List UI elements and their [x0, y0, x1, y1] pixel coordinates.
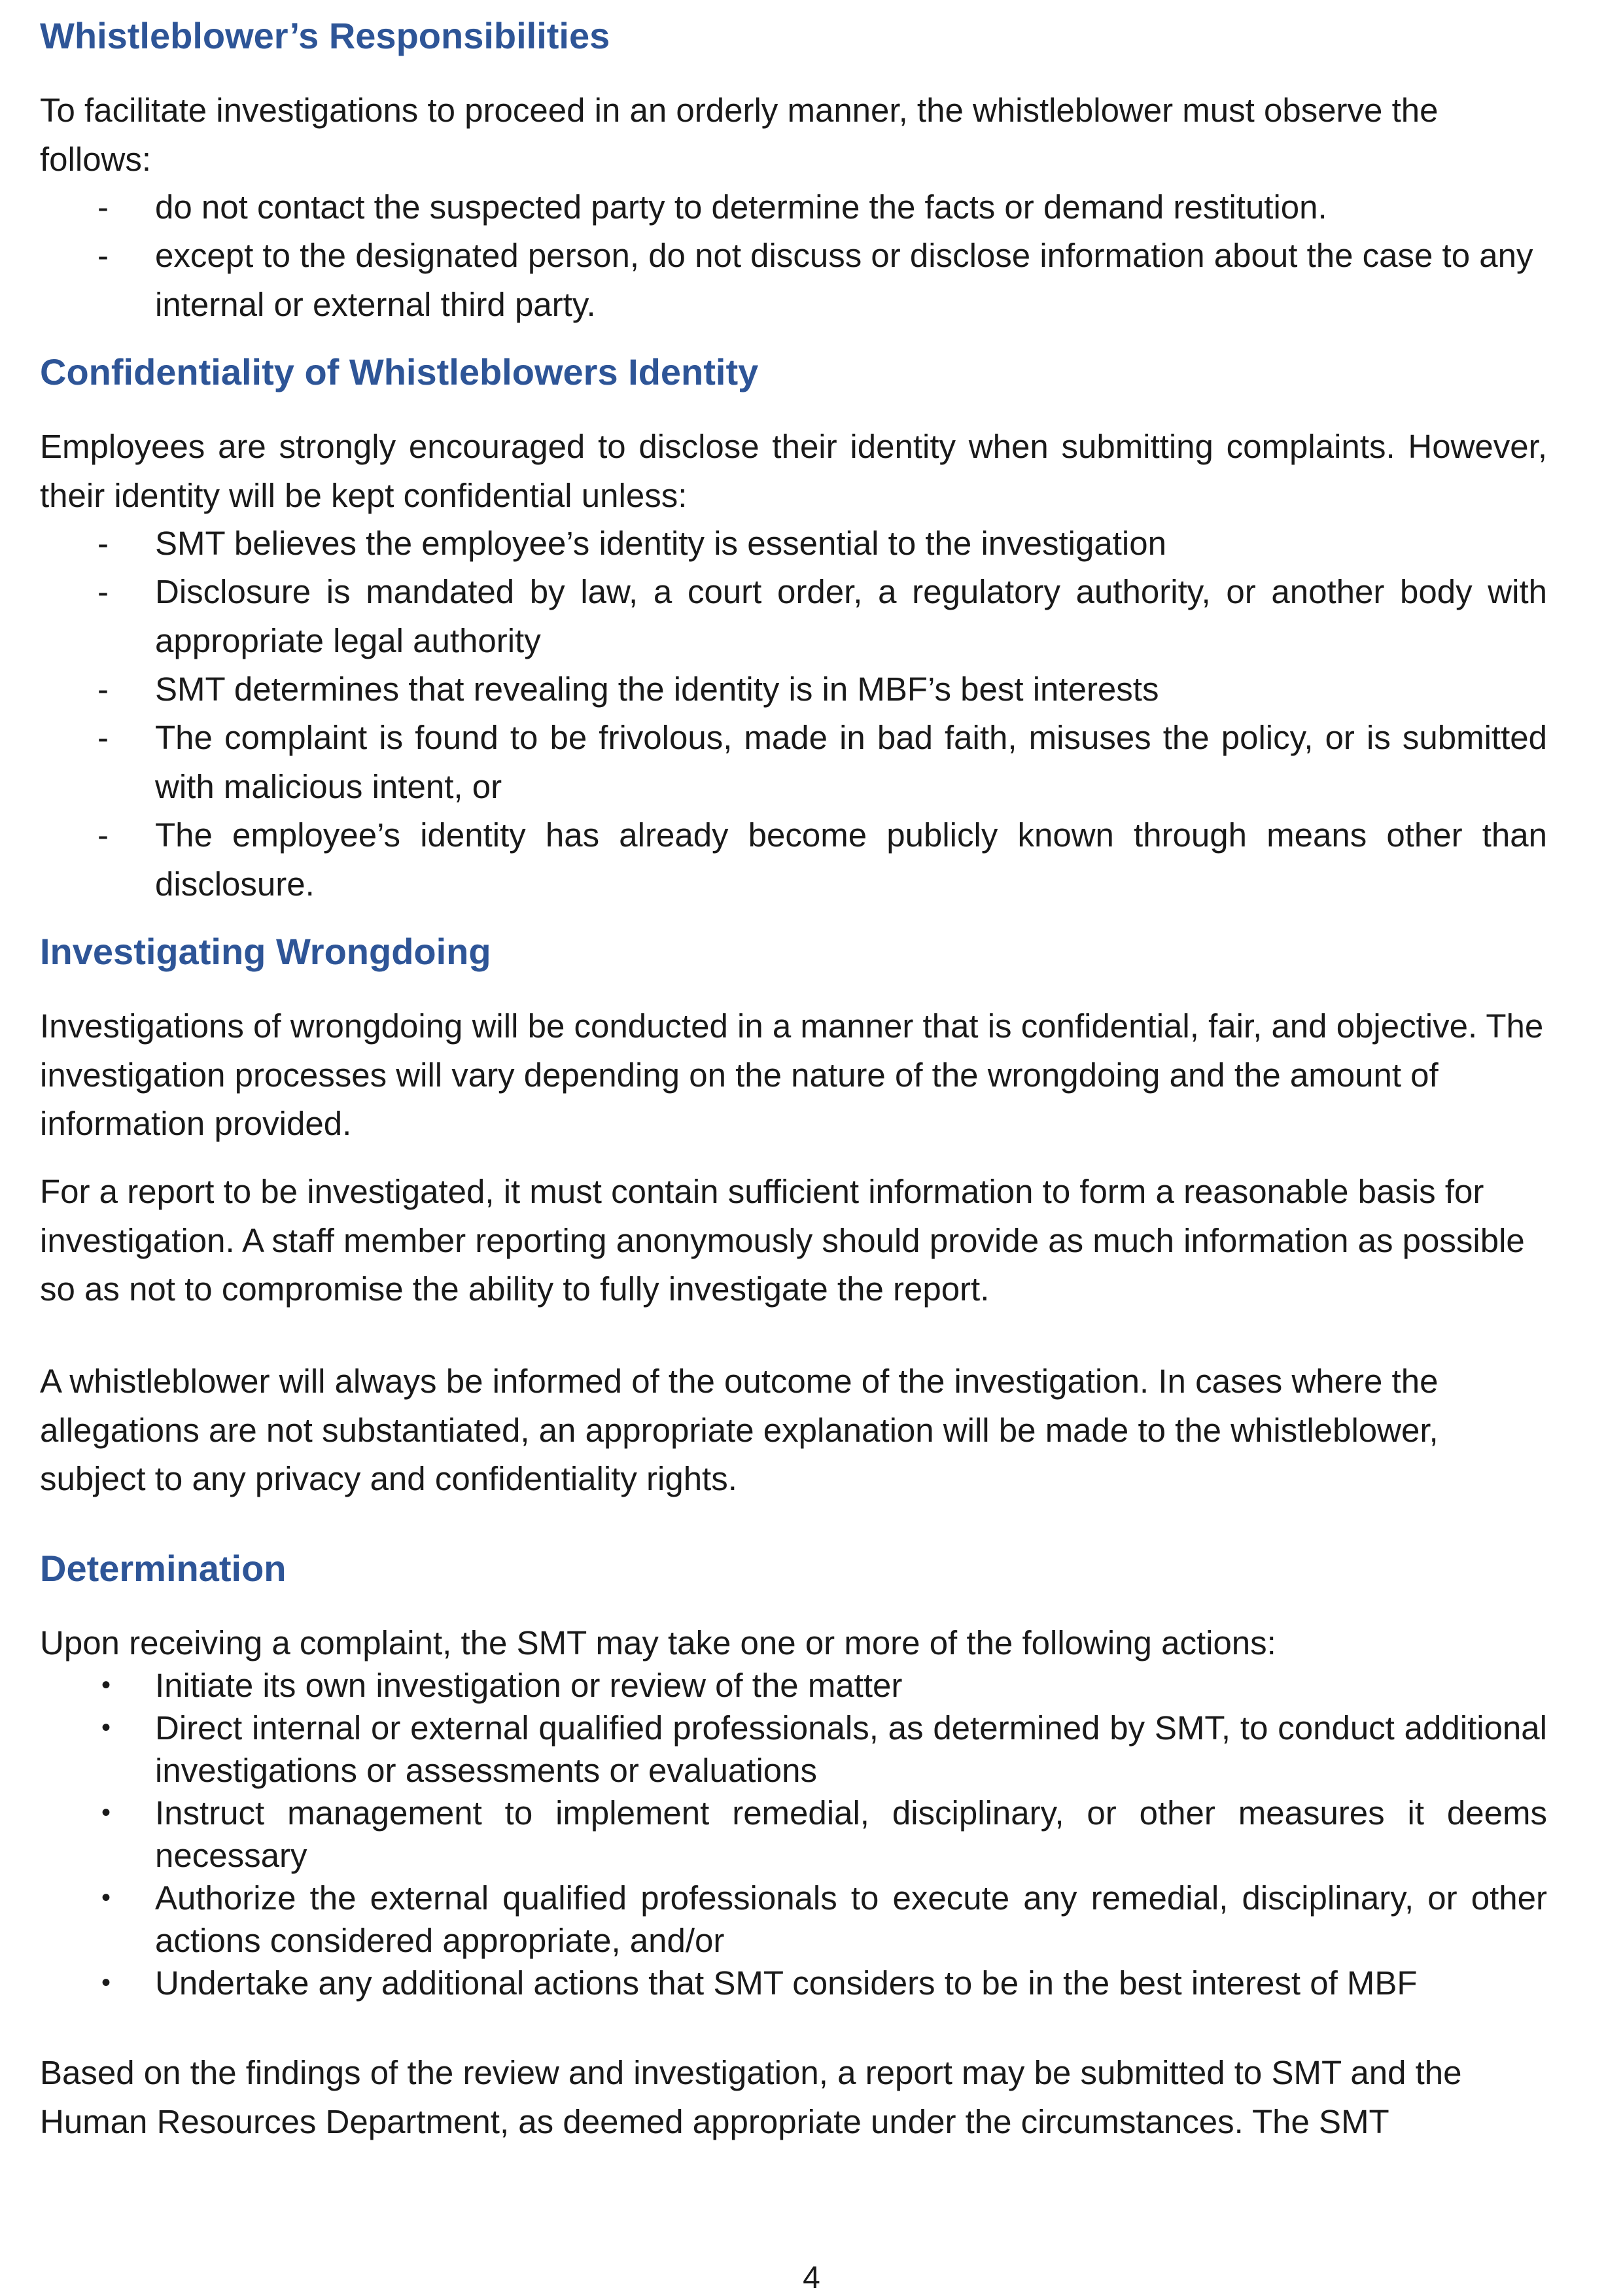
paragraph-determination-intro: Upon receiving a complaint, the SMT may take one or more of the following actions: [40, 1624, 1276, 1661]
list-item-text: except to the designated person, do not discuss or disclose information about the case to any internal or external third party. [155, 237, 1533, 323]
list-item-text: Initiate its own investigation or review of the matter [155, 1667, 903, 1704]
paragraph-responsibilities-intro: To facilitate investigations to proceed in an orderly manner, the whistleblower must observe the follows: [40, 92, 1439, 178]
paragraph-investigations: Investigations of wrongdoing will be conducted in a manner that is confidential, fair, and objective. The investigation processes will vary depending on the nature of the wrongdoing and the amount of information provided. [40, 1007, 1544, 1142]
list-item-text: Authorize the external qualified professionals to execute any remedial, disciplinary, or other actions considered appropriate, and/or [155, 1879, 1547, 1959]
bullet-marker: • [101, 1968, 111, 1997]
list-item-text: SMT believes the employee’s identity is essential to the investigation [155, 525, 1166, 562]
bullet-marker: • [101, 1671, 111, 1699]
list-item-text: Undertake any additional actions that SMT considers to be in the best interest of MBF [155, 1964, 1418, 2002]
dash-marker: - [97, 525, 109, 562]
paragraph-confidentiality-intro: Employees are strongly encouraged to disclose their identity when submitting complaints. However, their identity will be kept confidential unless: [40, 428, 1547, 514]
dash-marker: - [97, 670, 109, 708]
list-item-text: The complaint is found to be frivolous, made in bad faith, misuses the policy, or is submitted with malicious intent, or [155, 719, 1547, 805]
paragraph-report-requirements: For a report to be investigated, it must contain sufficient information to form a reasonable basis for investigation. A staff member reporting anonymously should provide as much information as possible so as not to compromise the ability to fully investigate the report. [40, 1173, 1525, 1308]
paragraph-findings: Based on the findings of the review and investigation, a report may be submitted to SMT and the Human Resources Department, as deemed appropriate under the circumstances. The SMT [40, 2054, 1462, 2140]
heading-whistleblower-responsibilities: Whistleblower’s Responsibilities [40, 15, 610, 56]
bullet-marker: • [101, 1713, 111, 1742]
list-item-text: Disclosure is mandated by law, a court order, a regulatory authority, or another body with appropriate legal authority [155, 573, 1547, 659]
dash-marker: - [97, 816, 109, 854]
list-item-text: Instruct management to implement remedial, disciplinary, or other measures it deems necessary [155, 1794, 1547, 1874]
list-item-text: do not contact the suspected party to determine the facts or demand restitution. [155, 188, 1327, 226]
page-number: 4 [803, 2261, 820, 2295]
paragraph-outcome: A whistleblower will always be informed of the outcome of the investigation. In cases where the allegations are not substantiated, an appropriate explanation will be made to the whistleblower, subject to any privacy and confidentiality rights. [40, 1363, 1439, 1497]
heading-investigating-wrongdoing: Investigating Wrongdoing [40, 931, 491, 972]
list-item-text: The employee’s identity has already become publicly known through means other than disclosure. [155, 816, 1547, 903]
list-item-text: SMT determines that revealing the identity is in MBF’s best interests [155, 670, 1159, 708]
bullet-marker: • [101, 1798, 111, 1827]
heading-confidentiality-identity: Confidentiality of Whistleblowers Identity [40, 351, 759, 392]
heading-determination: Determination [40, 1548, 287, 1589]
dash-marker: - [97, 719, 109, 756]
dash-marker: - [97, 237, 109, 274]
dash-marker: - [97, 573, 109, 610]
list-item-text: Direct internal or external qualified professionals, as determined by SMT, to conduct additional investigations or assessments or evaluations [155, 1709, 1547, 1789]
bullet-marker: • [101, 1883, 111, 1912]
dash-marker: - [97, 188, 109, 226]
